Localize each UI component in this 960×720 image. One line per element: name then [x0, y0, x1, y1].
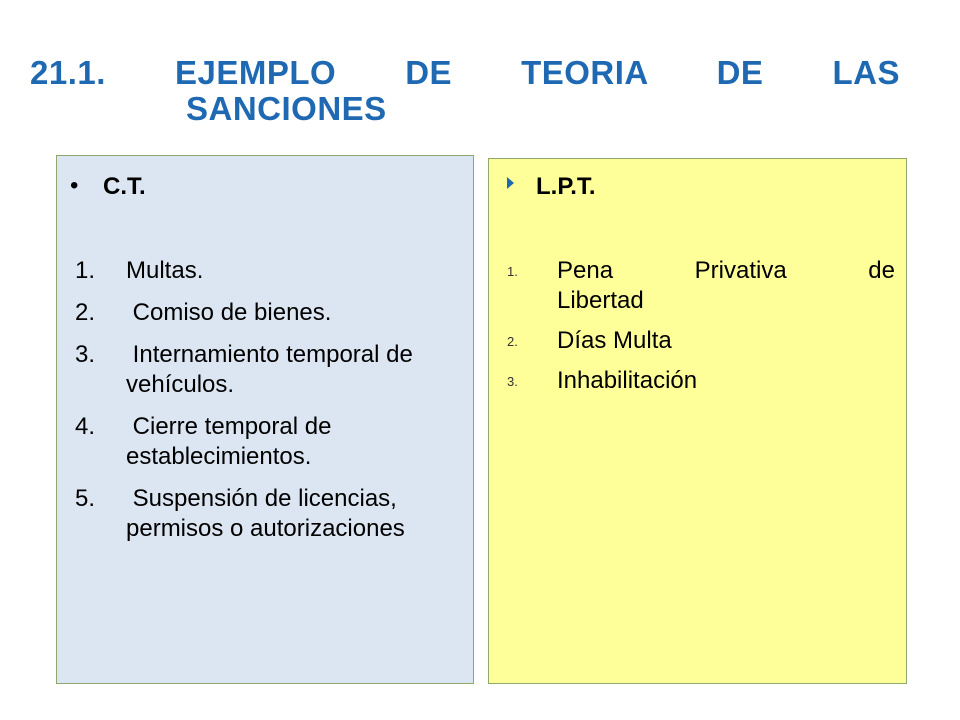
list-item — [75, 298, 470, 328]
list-item-text: Suspensión de licencias, permisos o autorizaciones — [126, 485, 405, 542]
page-title-continuation: SANCIONES — [186, 90, 387, 127]
list-item — [507, 326, 895, 356]
list-item-number: 4. — [75, 413, 96, 440]
list-item-text: Internamiento temporal de vehículos. — [126, 341, 420, 398]
list-item-number: 1. — [75, 257, 96, 284]
ct-heading: C.T. — [103, 173, 146, 200]
list-item-number: 3. — [75, 341, 96, 368]
list-item-number: 2. — [75, 299, 96, 326]
list-item — [507, 256, 895, 316]
list-item — [75, 412, 470, 472]
list-item-text: Comiso de bienes. — [126, 299, 332, 326]
lpt-panel — [488, 158, 907, 684]
list-item-text-continuation: Libertad — [557, 287, 644, 314]
triangle-bullet-icon — [507, 177, 514, 189]
list-item-number: 3. — [507, 374, 518, 389]
list-item-text: Cierre temporal de establecimientos. — [126, 413, 339, 470]
page-title: 21.1. EJEMPLO DE TEORIA DE LAS — [30, 54, 900, 91]
ct-sanctions-list — [75, 256, 470, 556]
list-item — [75, 256, 470, 286]
list-item-number: 1. — [507, 264, 518, 279]
list-item-text: Multas. — [126, 257, 204, 284]
list-item — [75, 484, 470, 544]
lpt-sanctions-list — [507, 256, 895, 406]
list-item-text: Pena Privativa de — [557, 257, 895, 284]
list-item-number: 5. — [75, 485, 96, 512]
list-item — [75, 340, 470, 400]
bullet-dot-icon: • — [70, 172, 79, 199]
list-item-number: 2. — [507, 334, 518, 349]
list-item-text: Inhabilitación — [557, 367, 698, 394]
list-item-text: Días Multa — [557, 327, 672, 354]
lpt-heading: L.P.T. — [536, 173, 596, 200]
list-item — [507, 366, 895, 396]
